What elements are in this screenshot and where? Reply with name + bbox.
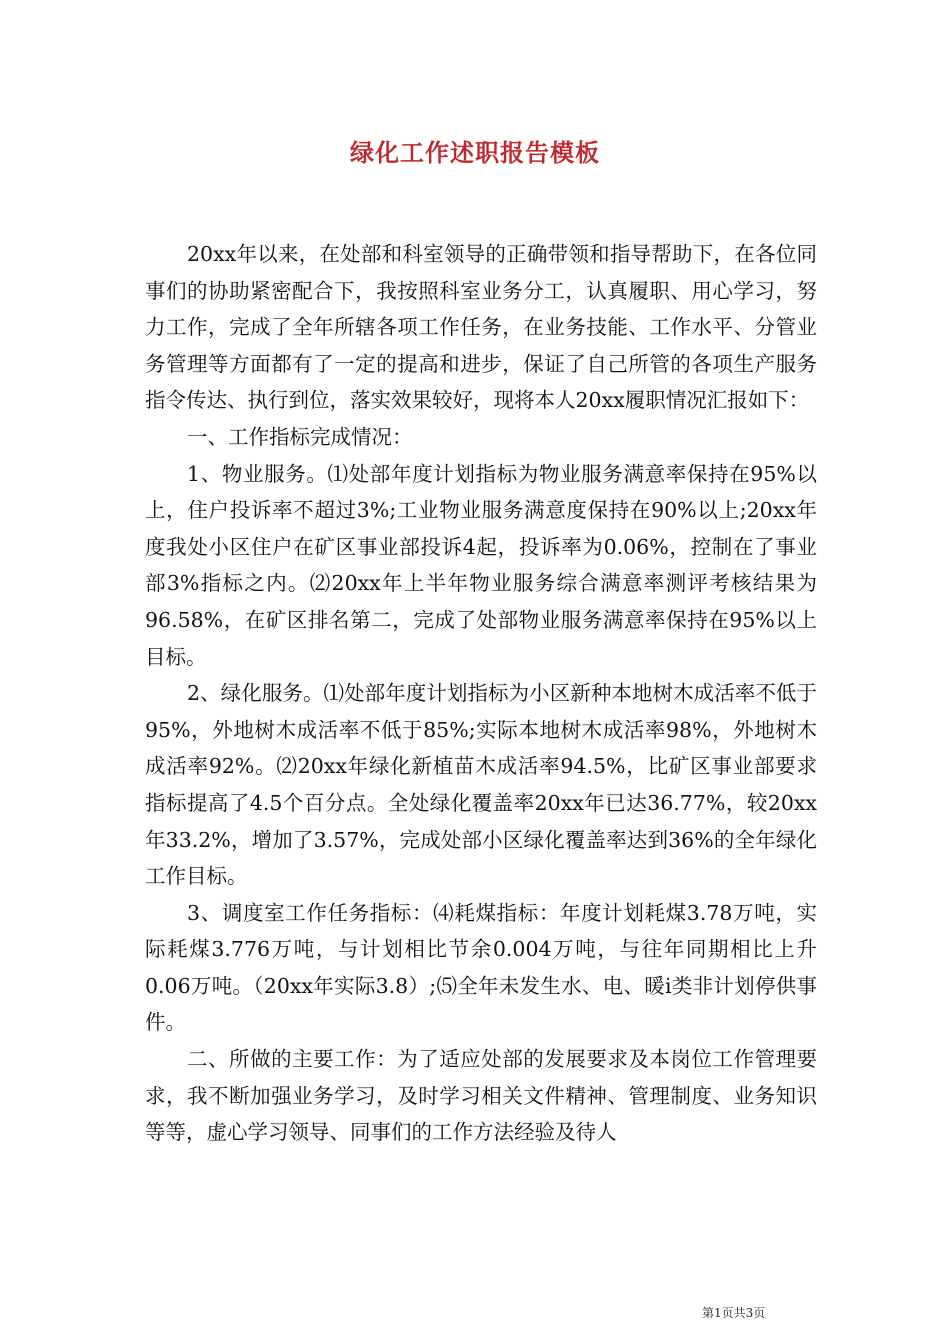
paragraph-dispatch-indicators: 3、调度室工作任务指标：⑷耗煤指标：年度计划耗煤3.78万吨，实际耗煤3.776万吨，与计划相比节余0.004万吨，与往年同期相比上升0.06万吨。（20xx年实际3.8）;⑸全年未发生水、电、暖ⅰ类非计划停供事件。 [145, 900, 817, 1035]
document-title: 绿化工作述职报告模板 [350, 138, 600, 167]
paragraph-intro: 20xx年以来，在处部和科室领导的正确带领和指导帮助下，在各位同事们的协助紧密配合下，我按照科室业务分工，认真履职、用心学习，努力工作，完成了全年所辖各项工作任务，在业务技能、工作水平、分管业务管理等方面都有了一定的提高和进步，保证了自己所管的各项生产服务指令传达、执行到位，落实效果较好，现将本人20xx履职情况汇报如下： [145, 242, 817, 413]
section-heading-indicators: 一、工作指标完成情况： [187, 424, 413, 449]
paragraph-property-service: 1、物业服务。⑴处部年度计划指标为物业服务满意率保持在95%以上，住户投诉率不超过3%;工业物业服务满意度保持在90%以上;20xx年度我处小区住户在矿区事业部投诉4起，投诉率为0.06%，控制在了事业部3%指标之内。⑵20xx年上半年物业服务综合满意率测评考核结果为96.58%，在矿区排名第二，完成了处部物业服务满意率保持在95%以上目标。 [145, 461, 817, 669]
paragraph-greening-service: 2、绿化服务。⑴处部年度计划指标为小区新种本地树木成活率不低于95%，外地树木成活率不低于85%;实际本地树木成活率98%，外地树木成活率92%。⑵20xx年绿化新植苗木成活率94.5%，比矿区事业部要求指标提高了4.5个百分点。全处绿化覆盖率20xx年已达36.77%，较20xx年33.2%，增加了3.57%，完成处部小区绿化覆盖率达到36%的全年绿化工作目标。 [145, 681, 817, 889]
document-body [145, 236, 817, 1151]
paragraph-main-work: 二、所做的主要工作：为了适应处部的发展要求及本岗位工作管理要求，我不断加强业务学习，及时学习相关文件精神、管理制度、业务知识等等，虚心学习领导、同事们的工作方法经验及待人 [145, 1047, 817, 1145]
page-number-footer: 第1页共3页 [702, 1306, 766, 1320]
